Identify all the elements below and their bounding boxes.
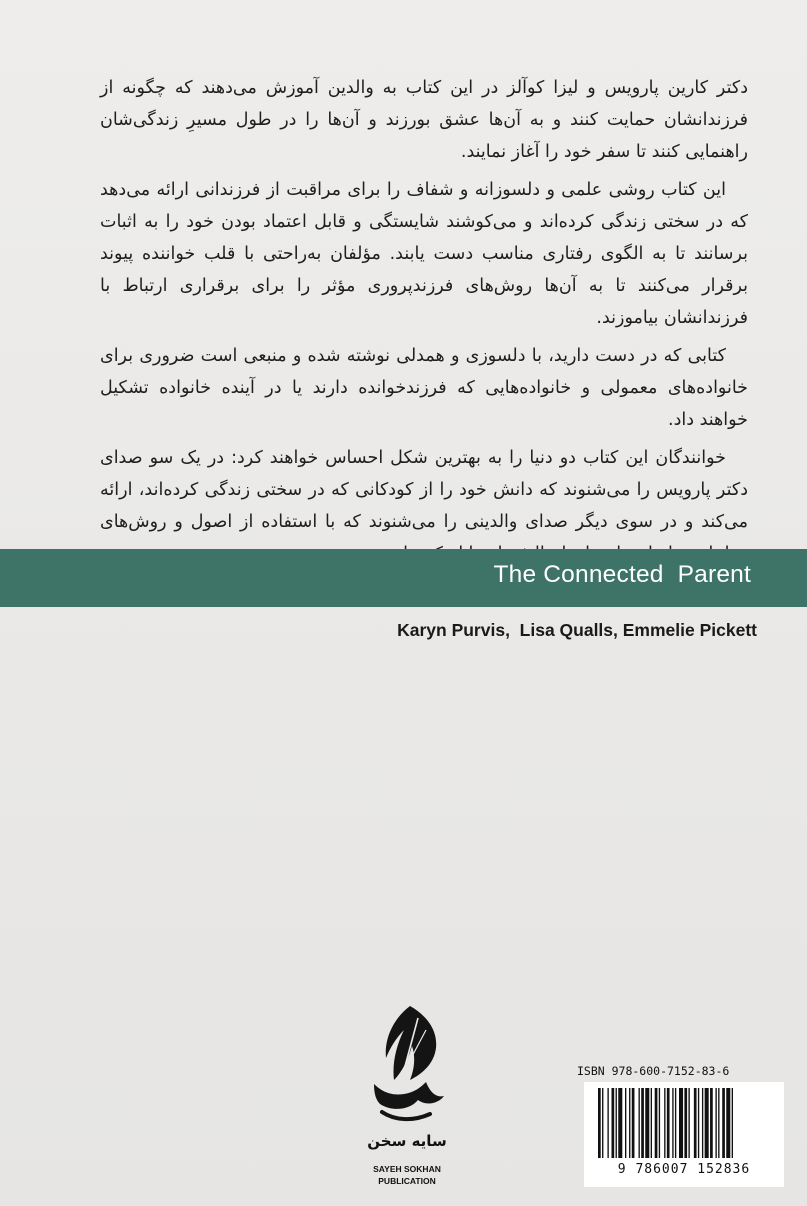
barcode-bar	[639, 1088, 640, 1158]
barcode-bar	[688, 1088, 689, 1158]
publisher-name-en: SAYEH SOKHAN	[373, 1164, 441, 1174]
barcode-bar	[715, 1088, 716, 1158]
blurb-paragraph-2: این کتاب روشی علمی و دلسوزانه و شفاف را برای مراقبت از فرزندانی ارائه می‌دهد که در سختی زندگی کرده‌اند و می‌کوشند شایستگی و قابل اعتماد بودن خود را به اثبات برسانند تا به الگوی رفتاری مناسب دست یابند. مؤلفان به‌راحتی با قلب خواننده پیوند برقرار می‌کنند تا به آن‌ها روش‌های فرزندپروری مؤثر را برای برقراری ارتباط با فرزندانشان بیاموزند.	[100, 180, 748, 328]
book-title: The Connected Parent	[493, 561, 751, 588]
blurb-paragraph-3: کتابی که در دست دارید، با دلسوزی و همدلی نوشته شده و منبعی است ضروری برای خانواده‌های معمولی و خانواده‌هایی که فرزندخوانده دارند یا در آینده خانواده تشکیل خواهند داد.	[100, 346, 748, 430]
blurb-paragraph-4: خوانندگان این کتاب دو دنیا را به بهترین شکل احساس خواهند کرد: در یک سو صدای دکتر پارویس را می‌شنوند که دانش خود را از کودکانی که در سختی زندگی کرده‌اند، ارائه می‌کند و در سوی دیگر صدای والدینی را می‌شنوند که با استفاده از اصول و روش‌های	[100, 448, 748, 532]
barcode	[584, 1082, 784, 1187]
barcode-bar	[598, 1088, 601, 1158]
barcode-bar	[602, 1088, 603, 1158]
barcode-bar	[625, 1088, 626, 1158]
barcode-bar	[616, 1088, 617, 1158]
author-names: Karyn Purvis, Lisa Qualls, Emmelie Pickett	[397, 620, 757, 640]
barcode-bar	[664, 1088, 665, 1158]
barcode-bar	[629, 1088, 630, 1158]
barcode-bar	[726, 1088, 730, 1158]
publisher-logo	[332, 1000, 482, 1195]
barcode-bar	[710, 1088, 713, 1158]
publisher-name-fa: سایه سخن	[367, 1132, 447, 1150]
feather-quill-icon	[352, 1000, 462, 1130]
barcode-bar	[684, 1088, 687, 1158]
barcode-bar	[705, 1088, 709, 1158]
barcode-bar	[655, 1088, 658, 1158]
barcode-bar	[607, 1088, 608, 1158]
barcode-digits: 9 786007 152836	[617, 1162, 751, 1177]
barcode-bar	[718, 1088, 719, 1158]
publisher-name-en-sub: PUBLICATION	[378, 1176, 436, 1186]
barcode-bar	[732, 1088, 733, 1158]
barcode-bar	[675, 1088, 676, 1158]
barcode-bar	[694, 1088, 697, 1158]
barcode-bar	[632, 1088, 635, 1158]
barcode-bar	[702, 1088, 703, 1158]
barcode-bar	[618, 1088, 622, 1158]
barcode-bar	[645, 1088, 649, 1158]
isbn-label: ISBN 978-600-7152-83-6	[577, 1064, 730, 1078]
barcode-bars	[594, 1088, 774, 1160]
barcode-bar	[641, 1088, 644, 1158]
barcode-bar	[651, 1088, 652, 1158]
barcode-bar	[667, 1088, 670, 1158]
barcode-bar	[659, 1088, 660, 1158]
blurb-paragraph-1: دکتر کارین پارویس و لیزا کوآلز در این کتاب به والدین آموزش می‌دهند که چگونه از فرزندانشان حمایت کنند و به آن‌ها عشق بورزند و آن‌ها را در طول مسیرِ زندگی‌شان راهنمایی کنند تا سفر خود را آغاز نمایند.	[100, 78, 748, 162]
barcode-bar	[612, 1088, 615, 1158]
barcode-bar	[698, 1088, 699, 1158]
title-band	[0, 549, 807, 607]
barcode-bar	[672, 1088, 673, 1158]
barcode-bar	[679, 1088, 683, 1158]
blurb-text	[100, 72, 748, 576]
barcode-bar	[722, 1088, 725, 1158]
